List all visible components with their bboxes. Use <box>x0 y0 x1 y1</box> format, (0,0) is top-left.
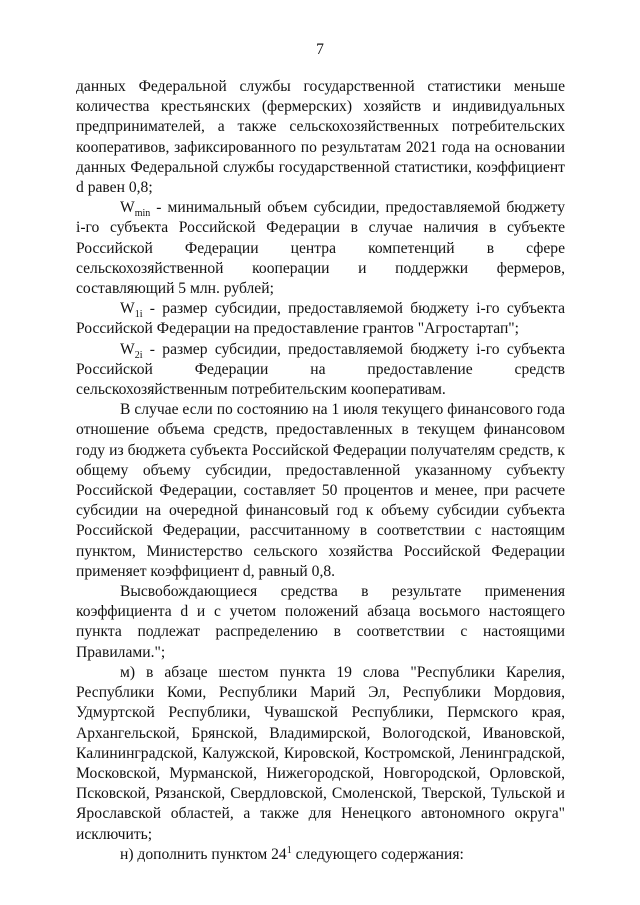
document-body <box>76 77 565 865</box>
page-number: 7 <box>316 41 324 58</box>
subscript-min: min <box>134 208 151 220</box>
paragraph-item-n-text: н) дополнить пунктом 24 <box>120 845 287 863</box>
paragraph-coefficient-d: данных Федеральной службы государственной статистики меньше количества крестьянских (фермерских) хозяйств и индивидуальных предпринимателей, а также сельскохозяйственных потребительских кооперативов, зафиксированного по результатам 2021 года на основании данных Федеральной службы государственной статистики, коэффициент d равен 0,8; <box>76 78 565 197</box>
subscript-1i: 1i <box>134 309 143 321</box>
paragraph-w-min-text: - минимальный объем субсидии, предоставляемой бюджету i-го субъекта Российской Федерации в случае наличия в субъекте Российской Федерации центра компетенций в сфере сельскохозяйственной кооперации и поддержки фермеров, составляющий 5 млн. рублей; <box>76 199 565 298</box>
symbol-w: W <box>120 340 135 358</box>
symbol-w: W <box>120 300 135 318</box>
subscript-2i: 2i <box>134 349 143 361</box>
paragraph-w-1i <box>76 299 565 339</box>
superscript-1: 1 <box>286 844 292 856</box>
paragraph-w-min <box>76 198 565 299</box>
paragraph-w-2i-text: - размер субсидии, предоставляемой бюджету i-го субъекта Российской Федерации на предоставление средств сельскохозяйственным потребительским кооперативам. <box>76 340 565 399</box>
paragraph-released-funds: Высвобождающиеся средства в результате применения коэффициента d и с учетом положений абзаца восьмого настоящего пункта подлежат распределению в соответствии с настоящими Правилами."; <box>76 583 565 661</box>
paragraph-item-n <box>76 845 565 865</box>
paragraph-w-1i-text: - размер субсидии, предоставляемой бюджету i-го субъекта Российской Федерации на предоставление грантов "Агростартап"; <box>76 300 565 338</box>
paragraph-item-n-tail: следующего содержания: <box>291 845 464 863</box>
paragraph-w-2i <box>76 340 565 401</box>
paragraph-item-m: м) в абзаце шестом пункта 19 слова "Республики Карелия, Республики Коми, Республики Марий Эл, Республики Мордовия, Удмуртской Республики, Чувашской Республики, Пермского края, Архангельской, Брянской, Владимирской, Вологодской, Ивановской, Калининградской, Калужской, Кировской, Костромской, Ленинградской, Московской, Мурманской, Нижегородской, Новгородской, Орловской, Псковской, Рязанской, Свердловской, Смоленской, Тверской, Тульской и Ярославской областей, а также для Ненецкого автономного округа" исключить; <box>76 663 565 843</box>
paragraph-july-condition: В случае если по состоянию на 1 июля текущего финансового года отношение объема средств, предоставленных в текущем финансовом году из бюджета субъекта Российской Федерации получателям средств, к общему объему субсидии, предоставленной указанному субъекту Российской Федерации, составляет 50 процентов и менее, при расчете субсидии на очередной финансовый год к объему субсидии субъекта Российской Федерации, рассчитанному в соответствии с настоящим пунктом, Министерство сельского хозяйства Российской Федерации применяет коэффициент d, равный 0,8. <box>76 401 565 580</box>
symbol-w: W <box>120 199 135 217</box>
